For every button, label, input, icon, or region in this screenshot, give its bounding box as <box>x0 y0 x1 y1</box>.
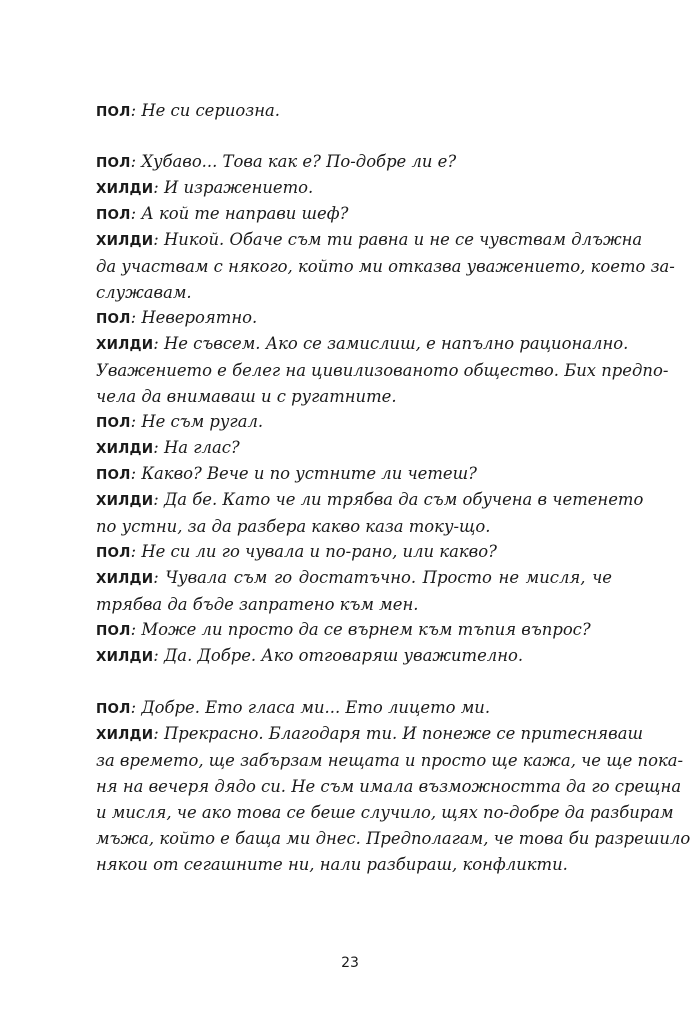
speaker-name: ПОЛ <box>96 623 131 639</box>
dialogue-line <box>96 695 612 722</box>
speaker-name: ХИЛДИ <box>96 727 154 743</box>
dialogue-text: : Хубаво... Това как е? По-добре ли е? <box>130 152 457 171</box>
dialogue-text: : Не си ли го чувала и по-рано, или какво? <box>130 542 497 561</box>
dialogue-line <box>96 643 612 670</box>
dialogue-continuation: по устни, за да разбера какво каза току-що. <box>96 517 491 536</box>
speaker-name: ПОЛ <box>96 311 131 327</box>
page-number: 23 <box>341 955 359 971</box>
speaker-name: ПОЛ <box>96 415 131 431</box>
dialogue-continuation: и мисля, че ако това се беше случило, щях по-добре да разбирам <box>96 803 674 822</box>
speaker-name: ХИЛДИ <box>96 181 154 197</box>
dialogue-text: : Да. Добре. Ако отговаряш уважително. <box>153 646 524 665</box>
dialogue-continuation: да участвам с някого, който ми отказва уважението, което за- <box>96 257 675 276</box>
speaker-name: ПОЛ <box>96 104 131 120</box>
dialogue-text: : На глас? <box>153 438 240 457</box>
speaker-name: ПОЛ <box>96 467 131 483</box>
dialogue-continuation: ня на вечеря дядо си. Не съм имала възможността да го срещна <box>96 777 682 796</box>
dialogue-continuation: някои от сегашните ни, нали разбираш, конфликти. <box>96 855 568 874</box>
dialogue-continuation: чела да внимаваш и с ругатните. <box>96 387 397 406</box>
dialogue-text: : Не съм ругал. <box>130 412 264 431</box>
speaker-name: ПОЛ <box>96 207 131 223</box>
speaker-name: ХИЛДИ <box>96 233 154 249</box>
dialogue-continuation: служавам. <box>96 283 192 302</box>
dialogue-line <box>96 98 612 125</box>
dialogue-line <box>96 435 612 462</box>
dialogue-continuation: трябва да бъде запратено към мен. <box>96 595 419 614</box>
speaker-name: ХИЛДИ <box>96 337 154 353</box>
dialogue-line <box>96 409 612 436</box>
dialogue-line <box>96 227 675 306</box>
dialogue-text: : Чувала съм го достатъчно. Просто не мисля, че <box>153 568 612 587</box>
dialogue-line <box>96 539 612 566</box>
dialogue-line <box>96 617 612 644</box>
dialogue-line <box>96 305 612 332</box>
speaker-name: ХИЛДИ <box>96 571 154 587</box>
dialogue-text: : Никой. Обаче съм ти равна и не се чувствам длъжна <box>153 230 643 249</box>
dialogue-continuation: Уважението е белег на цивилизованото общество. Бих предпо- <box>96 361 669 380</box>
dialogue-line <box>96 201 612 228</box>
dialogue-text: : Добре. Ето гласа ми... Ето лицето ми. <box>130 698 491 717</box>
dialogue-text: : Какво? Вече и по устните ли четеш? <box>130 464 477 483</box>
speaker-name: ПОЛ <box>96 701 131 717</box>
speaker-name: ХИЛДИ <box>96 441 154 457</box>
dialogue-continuation: мъжа, който е баща ми днес. Предполагам, че това би разрешило <box>96 829 691 848</box>
dialogue-line <box>96 565 612 618</box>
dialogue-text: : Може ли просто да се върнем към тъпия въпрос? <box>130 620 591 639</box>
dialogue-line <box>96 487 644 540</box>
dialogue-line <box>96 721 691 878</box>
dialogue-line <box>96 175 612 202</box>
speaker-name: ХИЛДИ <box>96 649 154 665</box>
dialogue-line <box>96 149 612 176</box>
dialogue-text: : Да бе. Като че ли трябва да съм обучена в четенето <box>153 490 644 509</box>
dialogue-line <box>96 461 612 488</box>
dialogue-text: : Не си сериозна. <box>130 101 280 120</box>
dialogue-text: : Прекрасно. Благодаря ти. И понеже се притесняваш <box>153 724 643 743</box>
dialogue-line <box>96 331 669 410</box>
dialogue-text: : Невероятно. <box>130 308 258 327</box>
speaker-name: ПОЛ <box>96 545 131 561</box>
speaker-name: ПОЛ <box>96 155 131 171</box>
dialogue-text: : А кой те направи шеф? <box>130 204 349 223</box>
dialogue-continuation: за времето, ще забързам нещата и просто ще кажа, че ще пока- <box>96 751 684 770</box>
speaker-name: ХИЛДИ <box>96 493 154 509</box>
dialogue-text: : И изражението. <box>153 178 314 197</box>
dialogue-text: : Не съвсем. Ако се замислиш, е напълно рационално. <box>153 334 629 353</box>
